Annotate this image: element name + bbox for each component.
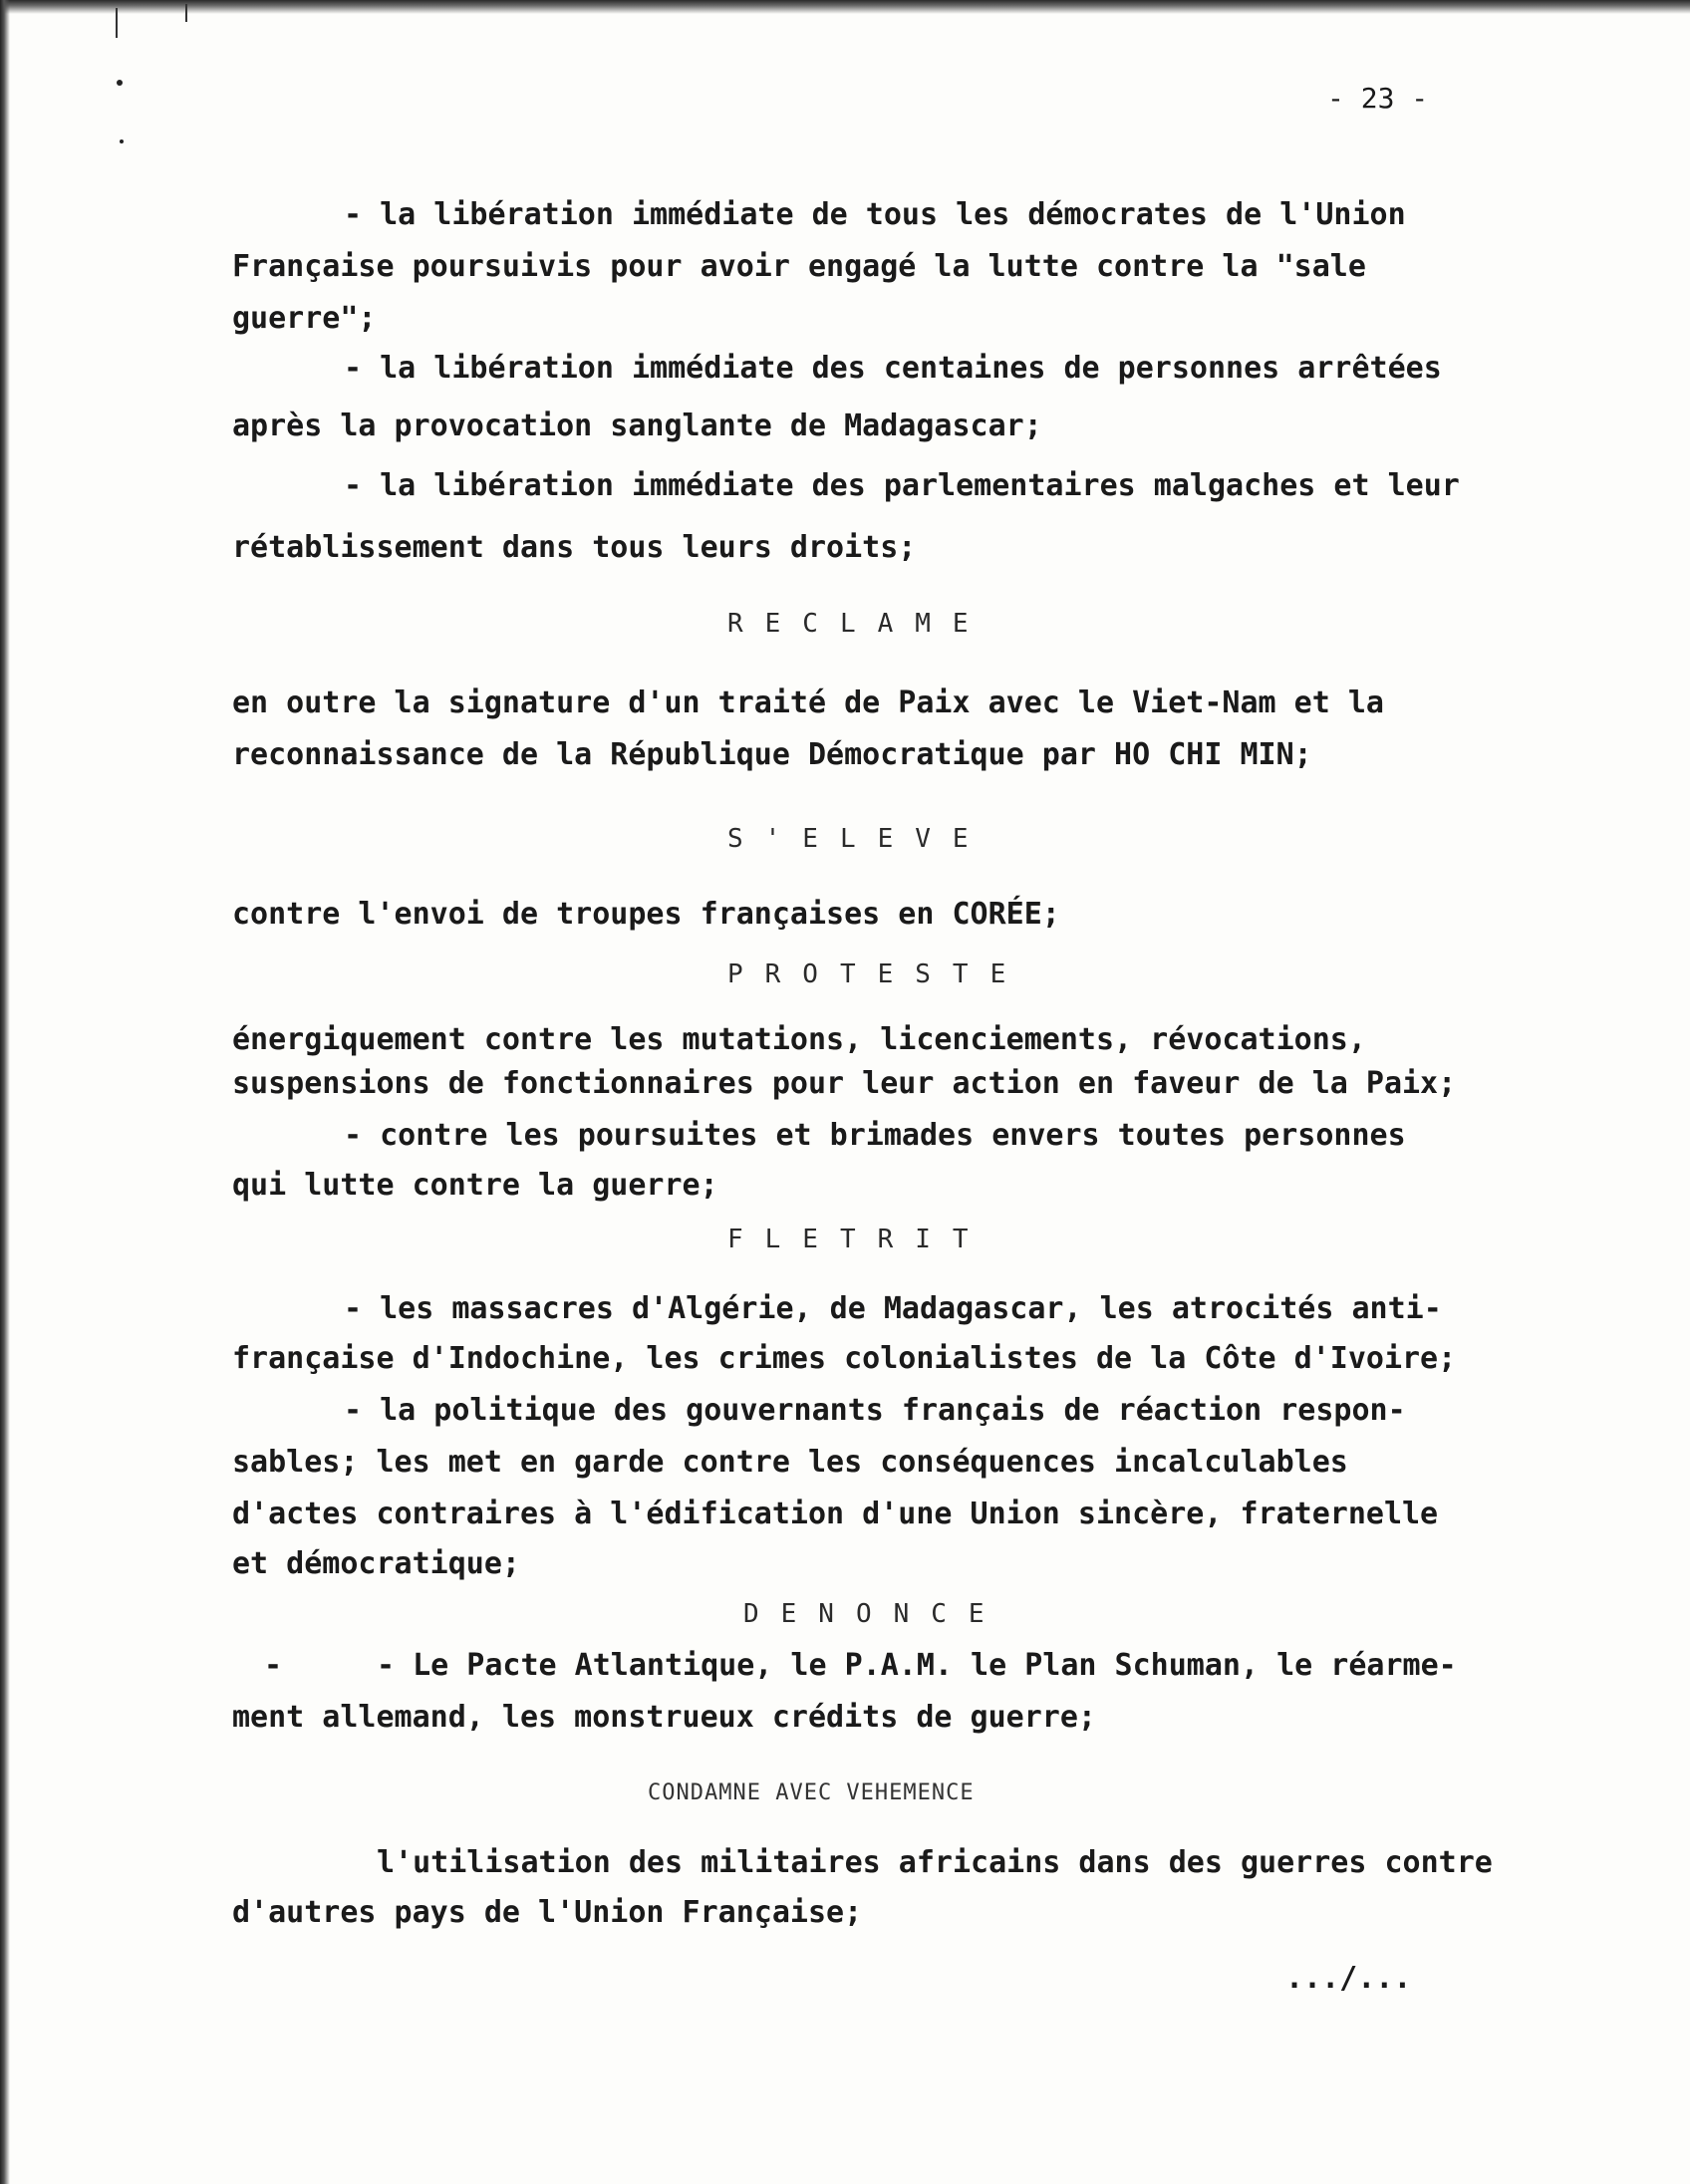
text-line: d'autres pays de l'Union Française;	[232, 1895, 863, 1930]
text-line: ment allemand, les monstrueux crédits de guerre;	[232, 1700, 1096, 1735]
scan-mark	[185, 4, 187, 22]
text-line: - Le Pacte Atlantique, le P.A.M. le Plan Schuman, le réarme-	[377, 1648, 1457, 1683]
scan-mark	[117, 80, 123, 86]
text-line: Française poursuivis pour avoir engagé la lutte contre la "sale	[232, 249, 1366, 284]
text-line: l'utilisation des militaires africains dans des guerres contre	[377, 1845, 1493, 1880]
text-line: sables; les met en garde contre les conséquences incalculables	[232, 1445, 1348, 1480]
page-number: - 23 -	[1327, 82, 1429, 115]
text-line: après la provocation sanglante de Madagascar;	[232, 409, 1042, 443]
heading-seleve: S'ELEVE	[727, 824, 990, 854]
text-line: reconnaissance de la République Démocratique par HO CHI MIN;	[232, 737, 1312, 772]
text-line: - la politique des gouvernants français de réaction respon-	[344, 1393, 1406, 1428]
heading-denonce: DENONCE	[743, 1599, 1006, 1629]
text-line: contre l'envoi de troupes françaises en CORÉE;	[232, 897, 1060, 932]
text-line: en outre la signature d'un traité de Paix avec le Viet-Nam et la	[232, 685, 1384, 720]
scan-top-edge	[0, 0, 1690, 14]
text-line: énergiquement contre les mutations, licenciements, révocations,	[232, 1022, 1366, 1057]
text-line: - la libération immédiate des parlementaires malgaches et leur	[344, 468, 1460, 503]
text-line: qui lutte contre la guerre;	[232, 1168, 718, 1203]
heading-reclame: RECLAME	[727, 609, 990, 639]
text-line: guerre";	[232, 301, 377, 336]
heading-proteste: PROTESTE	[727, 959, 1028, 989]
text-line: - contre les poursuites et brimades envers toutes personnes	[344, 1118, 1406, 1153]
scan-mark	[120, 139, 124, 143]
heading-fletrit: FLETRIT	[727, 1225, 990, 1254]
scan-mark	[116, 8, 118, 38]
text-line: - les massacres d'Algérie, de Madagascar, les atrocités anti-	[344, 1291, 1442, 1326]
text-line: suspensions de fonctionnaires pour leur action en faveur de la Paix;	[232, 1066, 1457, 1101]
text-line: rétablissement dans tous leurs droits;	[232, 530, 917, 565]
text-line: française d'Indochine, les crimes colonialistes de la Côte d'Ivoire;	[232, 1341, 1457, 1376]
text-line: - la libération immédiate de tous les démocrates de l'Union	[344, 197, 1406, 232]
continuation-mark: .../...	[1285, 1961, 1412, 1996]
text-line: et démocratique;	[232, 1546, 520, 1581]
text-line: - la libération immédiate des centaines de personnes arrêtées	[344, 351, 1442, 386]
heading-condamne: CONDAMNE AVEC VEHEMENCE	[648, 1780, 975, 1805]
scan-left-edge	[0, 0, 10, 2184]
text-line: -	[264, 1648, 283, 1683]
text-line: d'actes contraires à l'édification d'une Union sincère, fraternelle	[232, 1497, 1439, 1531]
